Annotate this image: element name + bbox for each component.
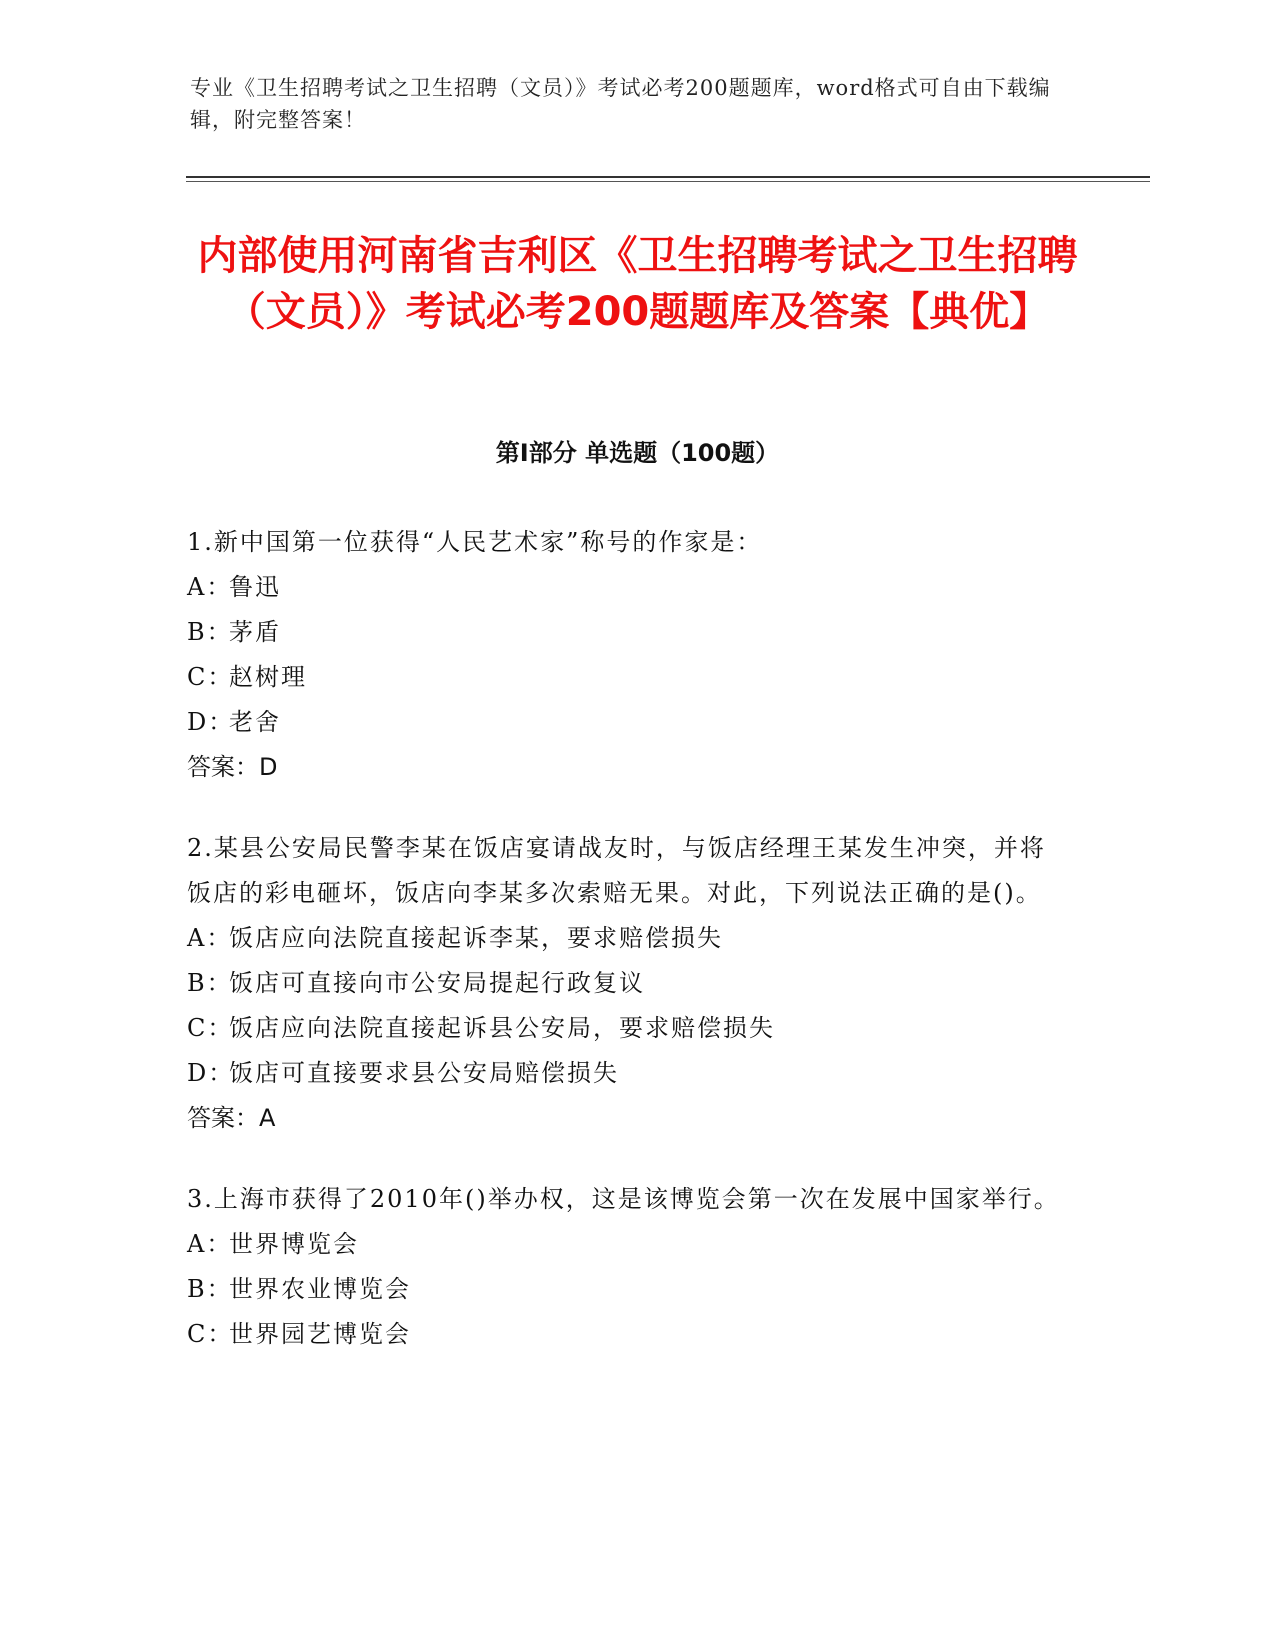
option-text: 老舍 xyxy=(229,708,281,736)
option-a xyxy=(187,1222,1067,1267)
document-title: 内部使用河南省吉利区《卫生招聘考试之卫生招聘（文员）》考试必考200题题库及答案【典优】 xyxy=(197,233,1078,335)
option-c xyxy=(187,1006,1067,1051)
section-heading: 第Ⅰ部分 单选题（100题） xyxy=(495,439,780,467)
option-key: C： xyxy=(187,663,234,691)
option-d xyxy=(187,1051,1067,1096)
option-b xyxy=(187,610,1067,655)
header-note: 专业《卫生招聘考试之卫生招聘（文员）》考试必考200题题库，word格式可自由下载编辑，附完整答案！ xyxy=(190,76,1051,132)
question-2 xyxy=(187,826,1067,1141)
option-a xyxy=(187,565,1067,610)
question-1 xyxy=(187,520,1067,790)
option-text: 饭店应向法院直接起诉县公安局，要求赔偿损失 xyxy=(229,1014,775,1042)
question-3 xyxy=(187,1177,1067,1357)
option-b xyxy=(187,1267,1067,1312)
option-key: D： xyxy=(187,1059,235,1087)
option-text: 赵树理 xyxy=(229,663,307,691)
option-key: D： xyxy=(187,708,235,736)
option-key: B： xyxy=(187,618,233,646)
option-key: C： xyxy=(187,1014,234,1042)
option-text: 饭店应向法院直接起诉李某，要求赔偿损失 xyxy=(229,924,723,952)
header-divider xyxy=(186,176,1150,178)
answer-value: A xyxy=(259,1104,276,1132)
option-text: 世界园艺博览会 xyxy=(229,1320,411,1348)
question-stem: 3.上海市获得了2010年()举办权，这是该博览会第一次在发展中国家举行。 xyxy=(187,1185,1060,1213)
question-stem: 1.新中国第一位获得“人民艺术家”称号的作家是： xyxy=(187,528,763,556)
option-c xyxy=(187,655,1067,700)
option-key: A： xyxy=(187,924,233,952)
option-key: C： xyxy=(187,1320,234,1348)
option-text: 世界农业博览会 xyxy=(229,1275,411,1303)
answer-label: 答案： xyxy=(187,753,259,781)
question-stem: 2.某县公安局民警李某在饭店宴请战友时，与饭店经理王某发生冲突，并将饭店的彩电砸坏，饭店向李某多次索赔无果。对此，下列说法正确的是()。 xyxy=(187,834,1046,907)
option-key: A： xyxy=(187,573,233,601)
option-b xyxy=(187,961,1067,1006)
header-divider-thin xyxy=(186,181,1150,182)
option-text: 茅盾 xyxy=(229,618,281,646)
option-key: B： xyxy=(187,1275,233,1303)
option-c xyxy=(187,1312,1067,1357)
answer-label: 答案： xyxy=(187,1104,259,1132)
option-key: B： xyxy=(187,969,233,997)
answer-line xyxy=(187,1096,1067,1141)
option-text: 饭店可直接要求县公安局赔偿损失 xyxy=(229,1059,619,1087)
option-key: A： xyxy=(187,1230,233,1258)
option-text: 世界博览会 xyxy=(229,1230,359,1258)
option-a xyxy=(187,916,1067,961)
question-list xyxy=(187,520,1067,1393)
option-text: 饭店可直接向市公安局提起行政复议 xyxy=(229,969,645,997)
answer-line xyxy=(187,745,1067,790)
answer-value: D xyxy=(259,753,278,781)
option-text: 鲁迅 xyxy=(229,573,281,601)
option-d xyxy=(187,700,1067,745)
